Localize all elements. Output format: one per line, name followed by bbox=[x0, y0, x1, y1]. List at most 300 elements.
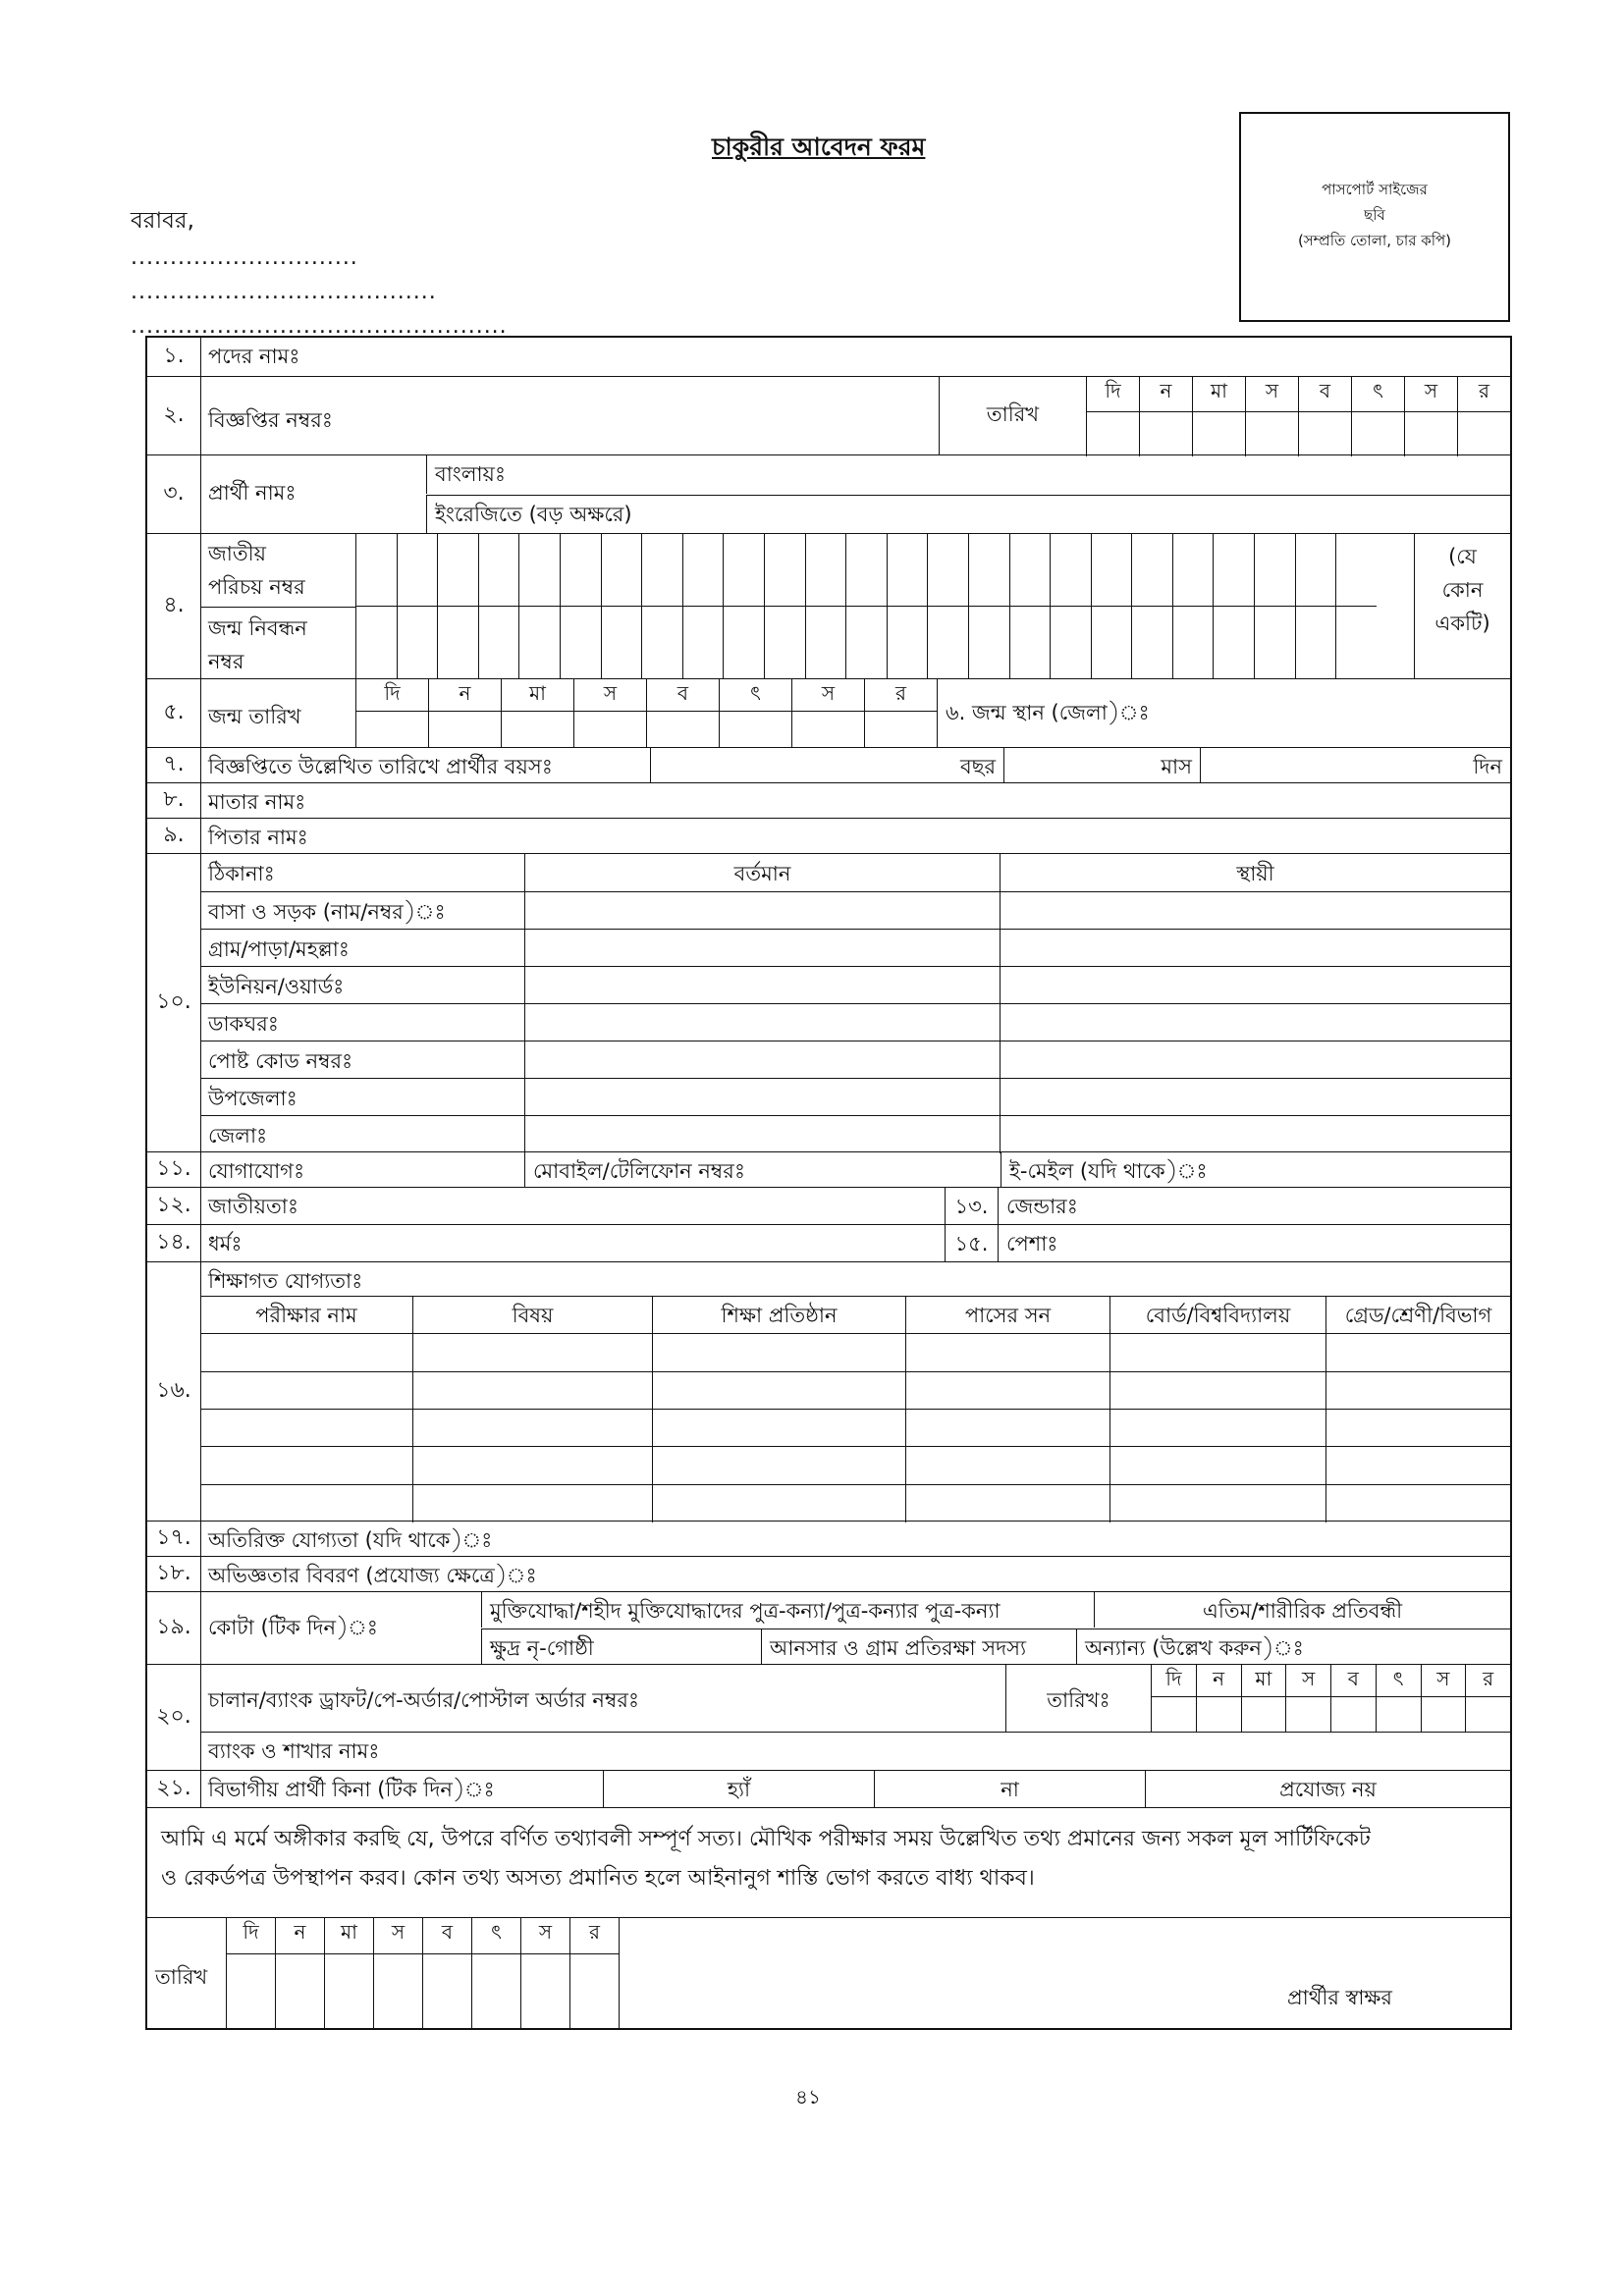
address-line-label: উপজেলাঃ bbox=[208, 1087, 298, 1110]
date-letter-cell: স bbox=[520, 1918, 569, 1953]
age-month-field[interactable] bbox=[1003, 748, 1200, 782]
date-input-cell[interactable] bbox=[1245, 412, 1298, 456]
footer-date-boxes[interactable] bbox=[226, 1953, 619, 2028]
date-letter-cell: স bbox=[1404, 377, 1457, 411]
date-input-cell[interactable] bbox=[719, 712, 791, 747]
row-contact[interactable] bbox=[147, 1152, 1510, 1188]
quota-ansar-label: আনসার ও গ্রাম প্রতিরক্ষা সদস্য bbox=[770, 1636, 1027, 1660]
row-number: ৯. bbox=[147, 819, 201, 853]
date-letter-cell: ব bbox=[1298, 377, 1351, 411]
education-cell[interactable] bbox=[412, 1334, 652, 1371]
date-letter-cell: দি bbox=[355, 679, 428, 711]
quota-orphan[interactable] bbox=[1094, 1592, 1510, 1628]
education-cell[interactable] bbox=[1325, 1410, 1510, 1447]
birth-reg-box-row bbox=[355, 606, 1377, 678]
education-column-header: পাসের সন bbox=[905, 1297, 1109, 1334]
row-number: ১৬. bbox=[147, 1262, 201, 1521]
id-digit-box[interactable] bbox=[1131, 534, 1172, 606]
id-digit-box[interactable] bbox=[845, 534, 887, 606]
permanent-address-field[interactable] bbox=[1000, 1116, 1510, 1153]
education-cell[interactable] bbox=[1325, 1372, 1510, 1410]
row-number: ১৪. bbox=[147, 1225, 201, 1261]
nid-box-row bbox=[355, 534, 1377, 606]
id-digit-box[interactable] bbox=[805, 607, 846, 678]
education-cell[interactable] bbox=[200, 1447, 412, 1484]
quota-ethnic[interactable] bbox=[481, 1629, 761, 1664]
present-address-field[interactable] bbox=[524, 967, 1000, 1004]
education-cell[interactable] bbox=[1109, 1410, 1325, 1447]
date-input-cell[interactable] bbox=[1241, 1697, 1286, 1733]
education-cell[interactable] bbox=[1325, 1334, 1510, 1371]
date-input-cell[interactable] bbox=[1351, 412, 1404, 456]
date-letter-cell: ন bbox=[1139, 377, 1192, 411]
date-letter-cell: র bbox=[569, 1918, 619, 1953]
permanent-address-field[interactable] bbox=[1000, 967, 1510, 1004]
date-letter-cell: ব bbox=[1330, 1665, 1376, 1696]
date-letter-cell: দি bbox=[1086, 377, 1139, 411]
present-address-field[interactable] bbox=[524, 1116, 1000, 1153]
date-letter-cell: দি bbox=[1151, 1665, 1196, 1696]
education-row bbox=[200, 1446, 1510, 1484]
row-birth-date[interactable] bbox=[147, 679, 1510, 748]
departmental-label: বিভাগীয় প্রার্থী কিনা (টিক দিন)ঃ bbox=[208, 1778, 495, 1801]
education-cell[interactable] bbox=[1325, 1485, 1510, 1522]
row-number: ২১. bbox=[147, 1771, 201, 1807]
education-cell[interactable] bbox=[905, 1447, 1109, 1484]
present-address-field[interactable] bbox=[524, 1004, 1000, 1041]
id-digit-box[interactable] bbox=[927, 534, 968, 606]
education-cell[interactable] bbox=[1109, 1334, 1325, 1371]
id-digit-box[interactable] bbox=[682, 534, 724, 606]
date-letter-cell: স bbox=[1285, 1665, 1330, 1696]
id-digit-box[interactable] bbox=[601, 534, 642, 606]
date-input-cell[interactable] bbox=[1151, 1697, 1196, 1733]
declaration-line-2: ও রেকর্ডপত্র উপস্থাপন করব। কোন তথ্য অসত্য প্রমানিত হলে আইনানুগ শাস্তি ভোগ করতে বাধ্য থাকব। bbox=[161, 1866, 1035, 1891]
education-cell[interactable] bbox=[412, 1447, 652, 1484]
application-form bbox=[145, 336, 1512, 2030]
addressee-label: বরাবর, bbox=[131, 208, 194, 234]
id-digit-box[interactable] bbox=[355, 534, 397, 606]
row-post-name[interactable] bbox=[147, 338, 1510, 377]
departmental-no-label: না bbox=[1001, 1778, 1019, 1801]
birth-reg-label-2: নম্বর bbox=[208, 650, 244, 673]
experience-label: অভিজ্ঞতার বিবরণ (প্রযোজ্য ক্ষেত্রে)ঃ bbox=[208, 1564, 537, 1587]
id-digit-box[interactable] bbox=[560, 607, 601, 678]
name-english-field[interactable] bbox=[426, 495, 1510, 533]
age-day-field[interactable] bbox=[1200, 748, 1510, 782]
applicant-name-label: প্রার্থী নামঃ bbox=[208, 481, 297, 505]
id-digit-box[interactable] bbox=[1295, 607, 1336, 678]
circular-date-label: তারিখ bbox=[939, 377, 1086, 454]
address-row bbox=[200, 891, 1510, 930]
any-one-2: কোন bbox=[1441, 578, 1484, 602]
address-table bbox=[200, 854, 1510, 1151]
row-departmental[interactable] bbox=[147, 1771, 1510, 1808]
payment-number-label: চালান/ব্যাংক ড্রাফট/পে-অর্ডার/পোস্টাল অর্ডার নম্বরঃ bbox=[208, 1688, 640, 1712]
id-digit-box[interactable] bbox=[887, 534, 928, 606]
id-digit-box[interactable] bbox=[641, 534, 682, 606]
address-line-label: পোষ্ট কোড নম্বরঃ bbox=[208, 1049, 353, 1073]
occupation-label: পেশাঃ bbox=[1006, 1232, 1058, 1255]
father-name-label: পিতার নামঃ bbox=[208, 826, 308, 849]
row-number: ১০. bbox=[147, 854, 201, 1151]
education-cell[interactable] bbox=[652, 1410, 905, 1447]
date-letter-cell: ব bbox=[646, 679, 719, 711]
education-cell[interactable] bbox=[1109, 1447, 1325, 1484]
education-row bbox=[200, 1333, 1510, 1371]
addressee-line-2: ....................................... bbox=[131, 280, 437, 304]
id-digit-box[interactable] bbox=[845, 607, 887, 678]
date-input-cell[interactable] bbox=[275, 1954, 324, 2028]
row-number: ৮. bbox=[147, 783, 201, 818]
address-line-label: ডাকঘরঃ bbox=[208, 1012, 279, 1036]
id-digit-box[interactable] bbox=[1254, 534, 1295, 606]
date-input-cell[interactable] bbox=[864, 712, 937, 747]
id-digit-box[interactable] bbox=[764, 534, 805, 606]
photo-label-3: (সম্প্রতি তোলা, চার কপি) bbox=[1297, 232, 1452, 249]
permanent-address-field[interactable] bbox=[1000, 1041, 1510, 1079]
education-cell[interactable] bbox=[412, 1410, 652, 1447]
address-row bbox=[200, 1115, 1510, 1153]
name-bangla-field[interactable] bbox=[426, 455, 1510, 494]
date-letter-cell: মা bbox=[324, 1918, 373, 1953]
row-number: ৩. bbox=[147, 455, 201, 533]
date-input-cell[interactable] bbox=[1421, 1697, 1466, 1733]
id-digit-box[interactable] bbox=[1050, 534, 1091, 606]
address-line-label: ইউনিয়ন/ওয়ার্ডঃ bbox=[208, 975, 345, 998]
footer-date-letters bbox=[226, 1918, 619, 1953]
any-one-3: একটি) bbox=[1434, 612, 1490, 635]
divider bbox=[200, 607, 355, 608]
age-label: বিজ্ঞপ্তিতে উল্লেখিত তারিখে প্রার্থীর বয়সঃ bbox=[208, 755, 553, 778]
date-letter-cell: স bbox=[373, 1918, 422, 1953]
form-title: চাকুরীর আবেদন ফরম bbox=[712, 133, 926, 161]
date-input-cell[interactable] bbox=[1192, 412, 1245, 456]
date-letter-cell: স bbox=[791, 679, 864, 711]
departmental-no[interactable] bbox=[874, 1771, 1145, 1807]
address-row bbox=[200, 966, 1510, 1004]
date-letter-cell: ন bbox=[275, 1918, 324, 1953]
date-letter-cell: মা bbox=[1241, 1665, 1286, 1696]
education-cell[interactable] bbox=[905, 1410, 1109, 1447]
departmental-yes[interactable] bbox=[603, 1771, 874, 1807]
present-address-field[interactable] bbox=[524, 1041, 1000, 1079]
contact-label: যোগাযোগঃ bbox=[208, 1159, 305, 1183]
date-input-cell[interactable] bbox=[1139, 412, 1192, 456]
education-cell[interactable] bbox=[1109, 1372, 1325, 1410]
id-digit-box[interactable] bbox=[1335, 607, 1377, 678]
date-input-cell[interactable] bbox=[1285, 1697, 1330, 1733]
id-digit-box[interactable] bbox=[1009, 534, 1051, 606]
education-cell[interactable] bbox=[652, 1334, 905, 1371]
row-quota[interactable] bbox=[147, 1592, 1510, 1665]
date-letter-cell: স bbox=[573, 679, 646, 711]
date-input-cell[interactable] bbox=[791, 712, 864, 747]
id-digit-box[interactable] bbox=[518, 534, 560, 606]
id-digit-box[interactable] bbox=[397, 534, 438, 606]
date-letter-cell: ৎ bbox=[471, 1918, 520, 1953]
departmental-na[interactable] bbox=[1145, 1771, 1510, 1807]
gender-number: ১৩. bbox=[945, 1188, 998, 1224]
date-letter-cell: র bbox=[1457, 377, 1510, 411]
education-cell[interactable] bbox=[1109, 1485, 1325, 1522]
education-cell[interactable] bbox=[905, 1485, 1109, 1522]
date-input-cell[interactable] bbox=[1298, 412, 1351, 456]
permanent-address-field[interactable] bbox=[1000, 930, 1510, 967]
address-line-label: গ্রাম/পাড়া/মহল্লাঃ bbox=[208, 937, 350, 961]
permanent-address-field[interactable] bbox=[1000, 1079, 1510, 1116]
row-mother-name[interactable] bbox=[147, 783, 1510, 819]
birth-date-boxes[interactable] bbox=[355, 711, 937, 747]
date-input-cell[interactable] bbox=[1457, 412, 1510, 456]
nid-label-2: পরিচয় নম্বর bbox=[208, 575, 305, 599]
permanent-address-field[interactable] bbox=[1000, 1004, 1510, 1041]
date-letter-cell: ৎ bbox=[1351, 377, 1404, 411]
row-father-name[interactable] bbox=[147, 819, 1510, 854]
mobile-field[interactable] bbox=[524, 1152, 1001, 1187]
declaration bbox=[147, 1808, 1510, 1918]
date-input-cell[interactable] bbox=[422, 1954, 471, 2028]
mobile-label: মোবাইল/টেলিফোন নম্বরঃ bbox=[533, 1159, 746, 1183]
date-letter-cell: দি bbox=[226, 1918, 275, 1953]
id-digit-box[interactable] bbox=[518, 607, 560, 678]
id-digit-box[interactable] bbox=[927, 607, 968, 678]
education-column-header: শিক্ষা প্রতিষ্ঠান bbox=[652, 1297, 905, 1334]
address-line-label: বাসা ও সড়ক (নাম/নম্বর)ঃ bbox=[208, 900, 446, 924]
id-digit-box[interactable] bbox=[764, 607, 805, 678]
id-digit-box[interactable] bbox=[1091, 607, 1132, 678]
signature-box[interactable] bbox=[619, 1918, 1510, 2028]
row-education[interactable] bbox=[147, 1262, 1510, 1522]
nid-label bbox=[200, 534, 355, 607]
payment-date-boxes[interactable] bbox=[1151, 1696, 1510, 1733]
circular-date-letters bbox=[1086, 377, 1510, 411]
quota-other-label: অন্যান্য (উল্লেখ করুন)ঃ bbox=[1085, 1636, 1304, 1660]
date-input-cell[interactable] bbox=[373, 1954, 422, 2028]
id-digit-box[interactable] bbox=[601, 607, 642, 678]
age-year-label: বছর bbox=[960, 755, 996, 778]
id-number-boxes[interactable] bbox=[355, 534, 1377, 678]
address-row bbox=[200, 929, 1510, 967]
address-row bbox=[200, 854, 1510, 891]
row-extra-qualification[interactable] bbox=[147, 1522, 1510, 1557]
birth-date-letters bbox=[355, 679, 937, 711]
religion-label: ধর্মঃ bbox=[208, 1232, 243, 1255]
id-digit-box[interactable] bbox=[1091, 534, 1132, 606]
id-digit-box[interactable] bbox=[968, 534, 1009, 606]
row-number: ১৯. bbox=[147, 1592, 201, 1664]
occupation-number: ১৫. bbox=[945, 1225, 998, 1261]
date-letter-cell: ৎ bbox=[719, 679, 791, 711]
row-number: ৫. bbox=[147, 679, 201, 747]
date-input-cell[interactable] bbox=[646, 712, 719, 747]
present-address-field[interactable] bbox=[524, 930, 1000, 967]
education-cell[interactable] bbox=[200, 1372, 412, 1410]
date-input-cell[interactable] bbox=[1330, 1697, 1376, 1733]
date-letter-cell: ন bbox=[428, 679, 501, 711]
quota-ansar[interactable] bbox=[761, 1629, 1076, 1664]
row-address[interactable] bbox=[147, 854, 1510, 1152]
education-cell[interactable] bbox=[412, 1372, 652, 1410]
date-input-cell[interactable] bbox=[1376, 1697, 1421, 1733]
id-digit-box[interactable] bbox=[437, 534, 478, 606]
date-input-cell[interactable] bbox=[520, 1954, 569, 2028]
id-digit-box[interactable] bbox=[1335, 534, 1377, 606]
address-row bbox=[200, 1041, 1510, 1079]
education-label: শিক্ষাগত যোগ্যতাঃ bbox=[208, 1269, 363, 1293]
extra-qualification-label: অতিরিক্ত যোগ্যতা (যদি থাকে)ঃ bbox=[208, 1528, 493, 1552]
education-cell[interactable] bbox=[905, 1334, 1109, 1371]
age-year-field[interactable] bbox=[650, 748, 1003, 782]
education-cell[interactable] bbox=[412, 1485, 652, 1522]
date-input-cell[interactable] bbox=[226, 1954, 275, 2028]
education-row bbox=[200, 1371, 1510, 1410]
date-input-cell[interactable] bbox=[428, 712, 501, 747]
id-digit-box[interactable] bbox=[478, 534, 519, 606]
id-digit-box[interactable] bbox=[1131, 607, 1172, 678]
education-cell[interactable] bbox=[652, 1485, 905, 1522]
row-religion-occupation[interactable] bbox=[147, 1225, 1510, 1262]
quota-ethnic-label: ক্ষুদ্র নৃ-গোষ্ঠী bbox=[490, 1636, 594, 1660]
id-digit-box[interactable] bbox=[682, 607, 724, 678]
circular-number-label: বিজ্ঞপ্তির নম্বরঃ bbox=[208, 408, 333, 432]
row-circular-number[interactable] bbox=[147, 377, 1510, 455]
education-cell[interactable] bbox=[200, 1334, 412, 1371]
email-field[interactable] bbox=[1001, 1152, 1510, 1187]
education-cell[interactable] bbox=[652, 1447, 905, 1484]
name-bangla-label: বাংলায়ঃ bbox=[435, 462, 507, 486]
education-cell[interactable] bbox=[652, 1372, 905, 1410]
row-age[interactable] bbox=[147, 748, 1510, 783]
date-input-cell[interactable] bbox=[501, 712, 573, 747]
date-letter-cell: মা bbox=[1192, 377, 1245, 411]
present-address-field[interactable] bbox=[524, 1079, 1000, 1116]
id-digit-box[interactable] bbox=[1009, 607, 1051, 678]
gender-field[interactable] bbox=[998, 1188, 1510, 1224]
date-letter-cell: স bbox=[1421, 1665, 1466, 1696]
row-applicant-name[interactable] bbox=[147, 455, 1510, 534]
photo-label-1: পাসপোর্ট সাইজের bbox=[1322, 181, 1428, 198]
quota-freedom-fighter[interactable] bbox=[481, 1592, 1094, 1628]
nid-label-1: জাতীয় bbox=[208, 542, 267, 565]
id-digit-box[interactable] bbox=[560, 534, 601, 606]
name-english-label: ইংরেজিতে (বড় অক্ষরে) bbox=[435, 503, 632, 526]
id-digit-box[interactable] bbox=[968, 607, 1009, 678]
address-line-label: ঠিকানাঃ bbox=[208, 862, 275, 885]
date-input-cell[interactable] bbox=[1404, 412, 1457, 456]
id-digit-box[interactable] bbox=[641, 607, 682, 678]
id-digit-box[interactable] bbox=[887, 607, 928, 678]
page-number: ৪১ bbox=[795, 2085, 821, 2109]
date-input-cell[interactable] bbox=[569, 1954, 619, 2028]
row-payment[interactable] bbox=[147, 1665, 1510, 1771]
permanent-address-header: স্থায়ী bbox=[1000, 854, 1510, 891]
id-digit-box[interactable] bbox=[1172, 534, 1214, 606]
date-letter-cell: মা bbox=[501, 679, 573, 711]
addressee-line-1: ............................. bbox=[131, 245, 358, 270]
date-input-cell[interactable] bbox=[355, 712, 428, 747]
id-digit-box[interactable] bbox=[1295, 534, 1336, 606]
present-address-field[interactable] bbox=[524, 892, 1000, 930]
row-number: ১২. bbox=[147, 1188, 201, 1224]
row-nationality-gender[interactable] bbox=[147, 1188, 1510, 1225]
education-cell[interactable] bbox=[200, 1485, 412, 1522]
education-cell[interactable] bbox=[200, 1410, 412, 1447]
circular-date-boxes[interactable] bbox=[1086, 411, 1510, 456]
education-column-header: গ্রেড/শ্রেণী/বিভাগ bbox=[1325, 1297, 1510, 1334]
photo-box[interactable] bbox=[1239, 112, 1510, 322]
education-cell[interactable] bbox=[905, 1372, 1109, 1410]
present-address-header: বর্তমান bbox=[524, 854, 1000, 891]
id-digit-box[interactable] bbox=[437, 607, 478, 678]
nationality-label: জাতীয়তাঃ bbox=[208, 1195, 299, 1218]
quota-label: কোটা (টিক দিন)ঃ bbox=[208, 1616, 378, 1639]
date-input-cell[interactable] bbox=[1086, 412, 1139, 456]
signature-row[interactable] bbox=[147, 1918, 1510, 2028]
date-input-cell[interactable] bbox=[471, 1954, 520, 2028]
id-digit-box[interactable] bbox=[1050, 607, 1091, 678]
date-input-cell[interactable] bbox=[324, 1954, 373, 2028]
id-digit-box[interactable] bbox=[1213, 607, 1254, 678]
date-input-cell[interactable] bbox=[573, 712, 646, 747]
row-number: ১. bbox=[147, 338, 201, 376]
date-input-cell[interactable] bbox=[1465, 1697, 1510, 1733]
birth-date-label: জন্ম তারিখ bbox=[208, 705, 301, 728]
row-experience[interactable] bbox=[147, 1557, 1510, 1592]
bank-branch-field[interactable] bbox=[200, 1732, 1510, 1770]
birth-place-field[interactable] bbox=[937, 679, 1510, 747]
education-column-header: পরীক্ষার নাম bbox=[255, 1304, 357, 1327]
quota-other[interactable] bbox=[1076, 1629, 1510, 1664]
any-one-1: (যে bbox=[1448, 545, 1477, 568]
id-digit-box[interactable] bbox=[1172, 607, 1214, 678]
row-number: ১৭. bbox=[147, 1522, 201, 1556]
birth-reg-label-1: জন্ম নিবন্ধন bbox=[208, 616, 307, 640]
departmental-na-label: প্রযোজ্য নয় bbox=[1279, 1778, 1377, 1801]
address-line-label: জেলাঃ bbox=[208, 1124, 268, 1148]
education-cell[interactable] bbox=[1325, 1447, 1510, 1484]
id-digit-box[interactable] bbox=[1254, 607, 1295, 678]
addressee-line-3: ................................................ bbox=[131, 314, 508, 339]
row-number: ৭. bbox=[147, 748, 201, 782]
declaration-line-1: আমি এ মর্মে অঙ্গীকার করছি যে, উপরে বর্ণিত তথ্যাবলী সম্পূর্ণ সত্য। মৌখিক পরীক্ষার সময় উল্লেখিত তথ্য প্রমানের জন্য সকল মূল সার্টিফিকেট bbox=[161, 1827, 1371, 1851]
departmental-yes-label: হ্যাঁ bbox=[727, 1778, 751, 1801]
id-digit-box[interactable] bbox=[805, 534, 846, 606]
occupation-field[interactable] bbox=[998, 1225, 1510, 1261]
row-number: ১৮. bbox=[147, 1557, 201, 1591]
date-input-cell[interactable] bbox=[1196, 1697, 1241, 1733]
id-digit-box[interactable] bbox=[723, 607, 764, 678]
education-column-header: বোর্ড/বিশ্ববিদ্যালয় bbox=[1109, 1297, 1325, 1334]
birth-place-label: ৬. জন্ম স্থান (জেলা)ঃ bbox=[946, 701, 1150, 724]
quota-orphan-label: এতিম/শারীরিক প্রতিবন্ধী bbox=[1202, 1599, 1403, 1623]
id-digit-box[interactable] bbox=[355, 607, 397, 678]
date-letter-cell: স bbox=[1245, 377, 1298, 411]
row-number: ৪. bbox=[147, 534, 201, 678]
footer-date-label: তারিখ bbox=[155, 1965, 208, 1989]
row-number: ১১. bbox=[147, 1152, 201, 1187]
id-digit-box[interactable] bbox=[397, 607, 438, 678]
row-nid-birth[interactable] bbox=[147, 534, 1510, 679]
payment-date-letters bbox=[1151, 1665, 1510, 1696]
date-letter-cell: ন bbox=[1196, 1665, 1241, 1696]
email-label: ই-মেইল (যদি থাকে)ঃ bbox=[1009, 1159, 1208, 1183]
id-digit-box[interactable] bbox=[1213, 534, 1254, 606]
row-number: ২০. bbox=[147, 1665, 201, 1770]
id-digit-box[interactable] bbox=[478, 607, 519, 678]
permanent-address-field[interactable] bbox=[1000, 892, 1510, 930]
id-digit-box[interactable] bbox=[723, 534, 764, 606]
